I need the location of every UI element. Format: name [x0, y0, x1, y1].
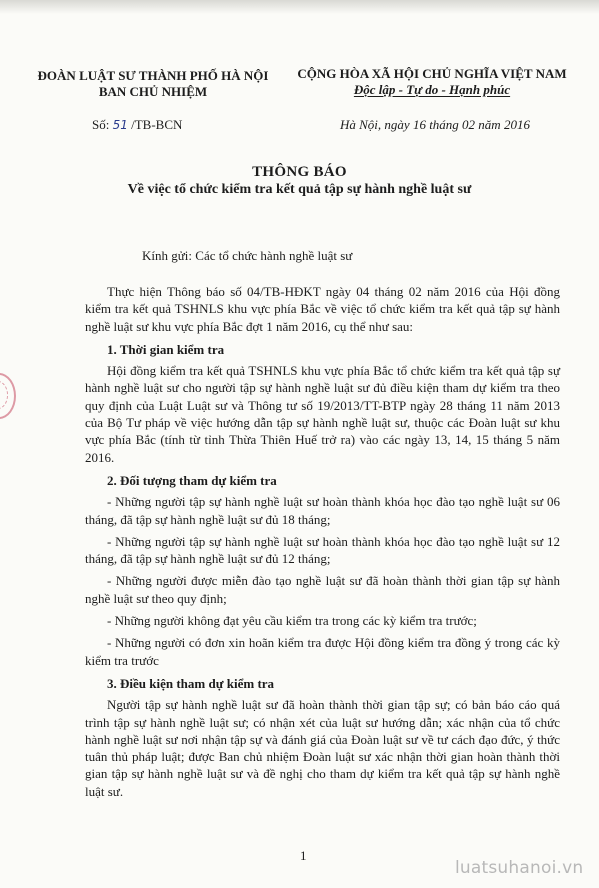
document-title: THÔNG BÁO [252, 164, 347, 180]
document-body [85, 283, 560, 800]
red-seal-stamp [0, 373, 16, 419]
section-1-heading: 1. Thời gian kiểm tra [107, 341, 225, 357]
section-2-item: - Những người có đơn xin hoãn kiểm tra được Hội đồng kiểm tra đồng ý trong các kỳ kiểm tra trước [85, 635, 560, 668]
section-1-text: Hội đồng kiểm tra kết quả TSHNLS khu vực phía Bắc tổ chức kiểm tra kết quả tập sự hành nghề luật sư cho người tập sự hành nghề luật sư đủ điều kiện tham dự kiểm tra theo quy định của Luật Luật sư và Thông tư số 19/2013/TT-BTP ngày 28 tháng 11 năm 2013 của Bộ Tư pháp về việc hướng dẫn tập sự hành nghề luật sư, thuộc các Đoàn luật sư khu vực phía Bắc (tính từ tỉnh Thừa Thiên Huế trở ra) vào các ngày 13, 14, 15 tháng 5 năm 2016. [85, 363, 560, 465]
national-motto: Độc lập - Tự do - Hạnh phúc [353, 82, 511, 97]
recipient-line: Kính gửi: Các tổ chức hành nghề luật sư [142, 248, 353, 263]
document-number-prefix: Số: [92, 117, 110, 132]
document-number-suffix: /TB-BCN [131, 117, 183, 132]
national-header [282, 66, 582, 98]
document-number-handwritten: 51 [112, 118, 128, 132]
site-watermark: luatsuhanoi.vn [455, 858, 584, 878]
national-name: CỘNG HÒA XÃ HỘI CHỦ NGHĨA VIỆT NAM [297, 66, 567, 81]
section-3-heading: 3. Điều kiện tham dự kiểm tra [107, 675, 275, 691]
section-2-item: - Những người tập sự hành nghề luật sư hoàn thành khóa học đào tạo nghề luật sư 06 tháng, đã tập sự hành nghề luật sư đủ 18 tháng; [85, 494, 560, 527]
section-3-text: Người tập sự hành nghề luật sư đã hoàn thành thời gian tập sự; có bản báo cáo quá trình tập sự hành nghề luật sư; có nhận xét của luật sư hướng dẫn; xác nhận của tổ chức hành nghề luật sư nơi nhận tập sự và đánh giá của Đoàn luật sư về tư cách đạo đức, ý thức tuân thủ pháp luật; được Ban chủ nhiệm Đoàn luật sư xác nhận thời gian hoàn thành thời gian tập sự hành nghề luật sư và đề nghị cho tham dự kiểm tra kết quả tập sự hành nghề luật sư. [85, 697, 560, 799]
issuer-org: ĐOÀN LUẬT SƯ THÀNH PHỐ HÀ NỘI [37, 68, 269, 83]
issuer-board: BAN CHỦ NHIỆM [98, 84, 208, 99]
scan-shadow [0, 0, 599, 14]
page-number: 1 [300, 848, 307, 863]
intro-paragraph: Thực hiện Thông báo số 04/TB-HĐKT ngày 04 tháng 02 năm 2016 của Hội đồng kiểm tra kết quả TSHNLS khu vực phía Bắc về việc tổ chức kiểm tra kết quả tập sự hành nghề luật sư khu vực phía Bắc đợt 1 năm 2016, cụ thể như sau: [85, 284, 560, 334]
document-subtitle: Về việc tổ chức kiểm tra kết quả tập sự hành nghề luật sư [127, 182, 472, 197]
section-2-item: - Những người được miễn đào tạo nghề luật sư đã hoàn thành thời gian tập sự hành nghề luật sư theo quy định; [85, 573, 560, 606]
document-date: Hà Nội, ngày 16 tháng 02 năm 2016 [340, 117, 530, 132]
section-2-heading: 2. Đối tượng tham dự kiểm tra [107, 472, 277, 488]
section-2-item: - Những người tập sự hành nghề luật sư hoàn thành khóa học đào tạo nghề luật sư 12 tháng, đã tập sự hành nghề luật sư đủ 12 tháng; [85, 533, 560, 567]
document-number [92, 117, 182, 133]
section-2-item: - Những người không đạt yêu cầu kiểm tra trong các kỳ kiểm tra trước; [107, 613, 477, 629]
issuer-header [18, 68, 288, 100]
